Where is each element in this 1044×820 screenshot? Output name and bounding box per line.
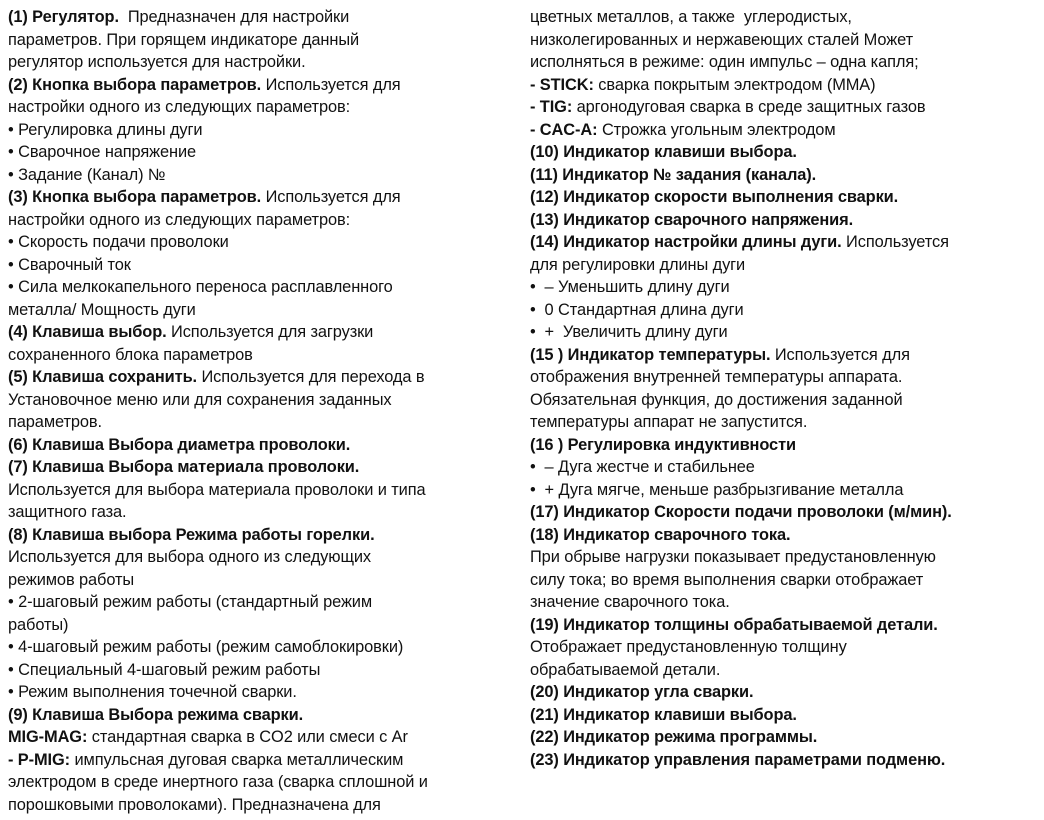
text-line [530, 614, 1038, 637]
text-line [530, 299, 1038, 322]
text-line [530, 681, 1038, 704]
bold-heading-text: (15 ) Индикатор температуры. [530, 345, 771, 364]
body-text: низколегированных и нержавеющих сталей Может [530, 30, 913, 49]
text-line [8, 704, 520, 727]
text-line [8, 591, 520, 614]
bold-heading-text: (17) Индикатор Скорости подачи проволоки (м/мин). [530, 503, 952, 521]
text-line [8, 524, 520, 547]
bold-heading-text: (23) Индикатор управления параметрами подменю. [530, 750, 946, 769]
text-line [530, 164, 1038, 187]
body-text: защитного газа. [8, 503, 127, 521]
bold-heading-text: - TIG: [530, 98, 573, 116]
bold-heading-text: (21) Индикатор клавиши выбора. [530, 705, 797, 724]
text-line [8, 186, 520, 209]
body-text: работы) [8, 615, 69, 634]
body-text: Строжка угольным электродом [597, 120, 836, 139]
body-text: регулятор используется для настройки. [8, 53, 306, 71]
bold-heading-text: (3) Кнопка выбора параметров. [8, 188, 262, 206]
text-line [8, 771, 520, 794]
text-line [8, 546, 520, 569]
bold-heading-text: (20) Индикатор угла сварки. [530, 683, 754, 701]
text-line [8, 366, 520, 389]
text-line [8, 276, 520, 299]
bold-heading-text: - STICK: [530, 75, 594, 94]
body-text: • + Дуга мягче, меньше разбрызгивание металла [530, 480, 904, 499]
body-text: обрабатываемой детали. [530, 660, 721, 679]
body-text: Используется для [770, 345, 910, 364]
body-text: импульсная дуговая сварка металлическим [70, 750, 404, 769]
text-line [8, 321, 520, 344]
text-line [8, 456, 520, 479]
text-line [530, 704, 1038, 727]
body-text: Предназначен для настройки [118, 8, 350, 26]
body-text: • Скорость подачи проволоки [8, 233, 229, 251]
body-text: Установочное меню или для сохранения заданных [8, 390, 392, 409]
text-line [8, 726, 520, 749]
text-line [8, 749, 520, 772]
body-text: Используется для выбора материала проволоки и типа [8, 480, 426, 499]
text-line [530, 186, 1038, 209]
text-line [8, 659, 520, 682]
bold-heading-text: (2) Кнопка выбора параметров. [8, 75, 262, 94]
bold-heading-text: (8) Клавиша выбора Режима работы горелки. [8, 525, 375, 544]
body-text: • – Дуга жестче и стабильнее [530, 458, 755, 476]
bold-heading-text: (4) Клавиша выбор. [8, 323, 167, 341]
body-text: стандартная сварка в CO2 или смеси с Ar [87, 728, 408, 746]
text-line [8, 51, 520, 74]
text-line [8, 794, 520, 817]
text-line [8, 74, 520, 97]
text-line [8, 141, 520, 164]
body-text: металла/ Мощность дуги [8, 300, 196, 319]
body-text: режимов работы [8, 570, 135, 589]
text-line [530, 749, 1038, 772]
text-line [8, 501, 520, 524]
text-line [530, 524, 1038, 547]
body-text: сохраненного блока параметров [8, 345, 253, 364]
body-text: • Сила мелкокапельного переноса расплавленного [8, 278, 393, 296]
text-line [530, 96, 1038, 119]
bold-heading-text: - P-MIG: [8, 750, 71, 769]
bold-heading-text: (18) Индикатор сварочного тока. [530, 525, 791, 544]
bold-heading-text: (12) Индикатор скорости выполнения сварки. [530, 188, 899, 206]
body-text: аргонодуговая сварка в среде защитных газов [572, 98, 926, 116]
body-text: Используется для [261, 188, 401, 206]
body-text: Обязательная функция, до достижения заданной [530, 390, 903, 409]
body-text: силу тока; во время выполнения сварки отображает [530, 570, 924, 589]
text-line [530, 366, 1038, 389]
bold-heading-text: (22) Индикатор режима программы. [530, 728, 818, 746]
text-line [530, 434, 1038, 457]
text-line [530, 411, 1038, 434]
text-line [8, 6, 520, 29]
bold-heading-text: (6) Клавиша Выбора диаметра проволоки. [8, 435, 351, 454]
left-text-column [8, 6, 520, 816]
text-line [8, 164, 520, 187]
bold-heading-text: (14) Индикатор настройки длины дуги. [530, 233, 842, 251]
text-line [530, 389, 1038, 412]
body-text: значение сварочного тока. [530, 593, 730, 611]
body-text: • – Уменьшить длину дуги [530, 278, 730, 296]
text-line [530, 141, 1038, 164]
body-text: Используется для выбора одного из следующих [8, 548, 372, 566]
text-line [530, 29, 1038, 52]
text-line [8, 231, 520, 254]
text-line [8, 614, 520, 637]
text-line [530, 569, 1038, 592]
text-line [8, 119, 520, 142]
bold-heading-text: (16 ) Регулировка индуктивности [530, 435, 796, 454]
body-text: • Специальный 4-шаговый режим работы [8, 660, 321, 679]
text-line [8, 344, 520, 367]
bold-heading-text: (11) Индикатор № задания (канала). [530, 165, 817, 184]
text-line [8, 29, 520, 52]
text-line [530, 231, 1038, 254]
body-text: сварка покрытым электродом (MMA) [593, 75, 876, 94]
body-text: параметров. [8, 413, 102, 431]
text-line [8, 389, 520, 412]
body-text: • + Увеличить длину дуги [530, 323, 728, 341]
body-text: параметров. При горящем индикаторе данный [8, 30, 360, 49]
text-line [530, 51, 1038, 74]
bold-heading-text: (10) Индикатор клавиши выбора. [530, 143, 797, 161]
text-line [530, 591, 1038, 614]
right-text-column [530, 6, 1038, 771]
text-line [8, 479, 520, 502]
text-line [530, 209, 1038, 232]
body-text: Используется для загрузки [166, 323, 374, 341]
body-text: • 0 Стандартная длина дуги [530, 300, 744, 319]
body-text: Используется для [261, 75, 401, 94]
text-line [8, 681, 520, 704]
text-line [8, 636, 520, 659]
body-text: настройки одного из следующих параметров: [8, 210, 351, 229]
text-line [530, 344, 1038, 367]
body-text: • Сварочное напряжение [8, 143, 197, 161]
text-line [530, 636, 1038, 659]
body-text: электродом в среде инертного газа (сварка сплошной и [8, 773, 428, 791]
text-line [8, 411, 520, 434]
body-text: настройки одного из следующих параметров: [8, 98, 351, 116]
body-text: • Задание (Канал) № [8, 165, 166, 184]
text-line [530, 6, 1038, 29]
text-line [530, 546, 1038, 569]
text-line [8, 254, 520, 277]
body-text: Используется для перехода в [197, 368, 425, 386]
body-text: • Сварочный ток [8, 255, 131, 274]
text-line [530, 276, 1038, 299]
bold-heading-text: (5) Клавиша сохранить. [8, 368, 197, 386]
body-text: При обрыве нагрузки показывает предустановленную [530, 548, 936, 566]
body-text: исполняться в режиме: один импульс – одна капля; [530, 53, 919, 71]
body-text: цветных металлов, а также углеродистых, [530, 8, 852, 26]
body-text: • 4-шаговый режим работы (режим самоблокировки) [8, 638, 404, 656]
text-line [8, 96, 520, 119]
text-line [530, 479, 1038, 502]
body-text: • Режим выполнения точечной сварки. [8, 683, 297, 701]
text-line [530, 119, 1038, 142]
body-text: • 2-шаговый режим работы (стандартный режим [8, 593, 373, 611]
bold-heading-text: (19) Индикатор толщины обрабатываемой детали. [530, 615, 938, 634]
body-text: температуры аппарат не запустится. [530, 413, 808, 431]
text-line [8, 434, 520, 457]
text-line [530, 501, 1038, 524]
body-text: • Регулировка длины дуги [8, 120, 203, 139]
text-line [8, 299, 520, 322]
text-line [530, 456, 1038, 479]
body-text: Отображает предустановленную толщину [530, 638, 847, 656]
text-line [530, 74, 1038, 97]
bold-heading-text: (9) Клавиша Выбора режима сварки. [8, 705, 304, 724]
text-line [530, 726, 1038, 749]
bold-heading-text: MIG-MAG: [8, 728, 88, 746]
bold-heading-text: - CAC-A: [530, 120, 598, 139]
bold-heading-text: (13) Индикатор сварочного напряжения. [530, 210, 854, 229]
text-line [530, 659, 1038, 682]
body-text: отображения внутренней температуры аппарата. [530, 368, 903, 386]
text-line [530, 321, 1038, 344]
text-line [8, 569, 520, 592]
body-text: для регулировки длины дуги [530, 255, 746, 274]
text-line [530, 254, 1038, 277]
bold-heading-text: (7) Клавиша Выбора материала проволоки. [8, 458, 360, 476]
body-text: порошковыми проволоками). Предназначена для [8, 795, 381, 814]
text-line [8, 209, 520, 232]
bold-heading-text: (1) Регулятор. [8, 8, 119, 26]
body-text: Используется [841, 233, 949, 251]
